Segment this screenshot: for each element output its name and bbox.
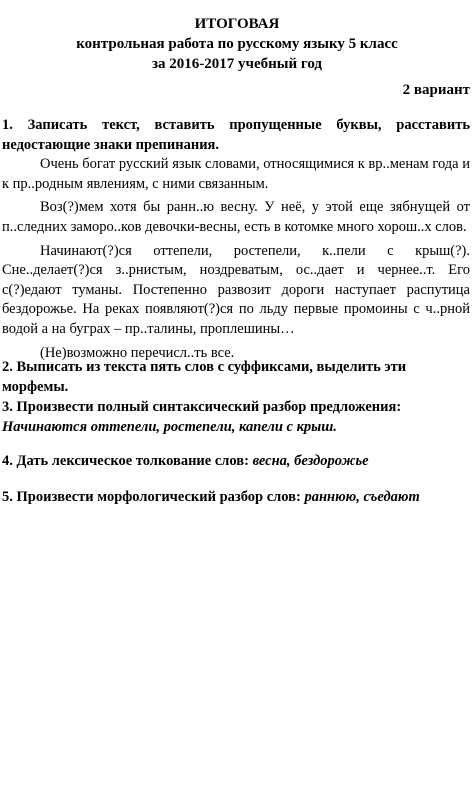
task-4 bbox=[2, 452, 470, 472]
task-4-prefix: 4. Дать лексическое толкование слов: bbox=[2, 453, 253, 469]
task-3 bbox=[2, 398, 470, 437]
header-year: за 2016-2017 учебный год bbox=[152, 56, 322, 72]
task-2 bbox=[2, 358, 470, 397]
task-1-title: 1. Записать текст, вставить пропущенные буквы, расставить недостающие знаки препинания. bbox=[2, 117, 470, 153]
header-subtitle: контрольная работа по русскому языку 5 класс bbox=[76, 36, 398, 52]
task-4-words: весна, бездорожье bbox=[252, 453, 369, 469]
task-3-title: 3. Произвести полный синтаксический разбор предложения: bbox=[2, 399, 402, 415]
task-5-words: раннюю, съедают bbox=[304, 489, 420, 505]
task-1 bbox=[2, 116, 470, 363]
text-paragraph-3: Начинают(?)ся оттепели, ростепели, к..пели с крыш(?). Сне..делает(?)ся з..рнистым, ноздреватым, ос..дает и чернее..т. Его с(?)едают туманы. Постепенно развозит дороги наступает распутица бездорожье. На реках появляют(?)ся по льду первые промоины с ч..рной водой а на буграх – пр..талины, проплешины… bbox=[2, 242, 470, 337]
task-3-sentence: Начинаются оттепели, ростепели, капели с крыш. bbox=[2, 418, 337, 435]
variant-label: 2 вариант bbox=[402, 82, 470, 98]
text-paragraph-2: Воз(?)мем хотя бы ранн..ю весну. У неё, у этой еще зябнущей от п..следних заморо..ков девочки-весны, есть в котомке много хорош..х слов. bbox=[2, 199, 470, 235]
task-5 bbox=[2, 488, 470, 508]
task-5-line bbox=[2, 488, 470, 508]
document-header bbox=[0, 14, 474, 74]
text-paragraph-1: Очень богат русский язык словами, относящимися к вр..менам года и к пр..родным явлениям, с ними связанным. bbox=[2, 156, 470, 192]
task-2-text: 2. Выписать из текста пять слов с суффиксами, выделить эти морфемы. bbox=[2, 359, 407, 395]
header-title: ИТОГОВАЯ bbox=[194, 16, 280, 32]
task-4-line bbox=[2, 452, 470, 472]
task-5-prefix: 5. Произвести морфологический разбор слов: bbox=[2, 489, 305, 505]
text-paragraph-4: (Не)возможно перечисл..ть все. bbox=[40, 344, 235, 361]
